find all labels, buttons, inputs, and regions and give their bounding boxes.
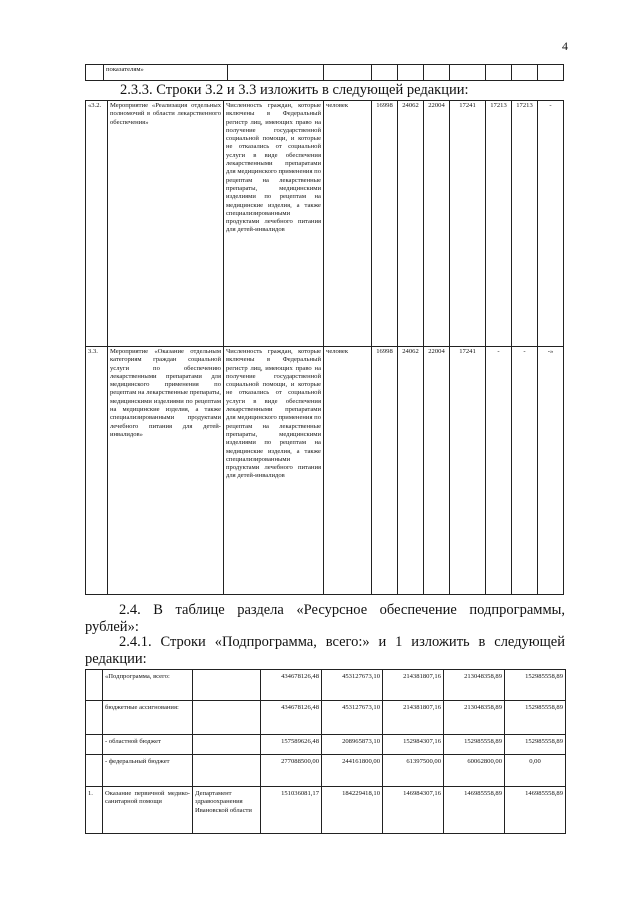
- row-name: бюджетные ассигнования:: [103, 701, 193, 735]
- paragraph-2-4: 2.4. В таблице раздела «Ресурсное обеспечение подпрограммы, рублей»:: [85, 602, 565, 635]
- table-cell: [450, 65, 486, 81]
- table-cell: [486, 65, 512, 81]
- table-row: [86, 347, 564, 595]
- amount-cell: 157589626,48: [261, 735, 322, 755]
- executor: [193, 755, 261, 787]
- amount-cell: 277088500,00: [261, 755, 322, 787]
- row-number: 1.: [86, 787, 103, 834]
- amount-cell: 60062800,00: [444, 755, 505, 787]
- row-name: - федеральный бюджет: [103, 755, 193, 787]
- activity-name: Мероприятие «Реализация отдельных полномочий в области лекарственного обеспечения»: [108, 101, 224, 347]
- amount-cell: 152984307,16: [383, 735, 444, 755]
- table-row: [86, 101, 564, 347]
- row-number: 3.3.: [86, 347, 108, 595]
- amount-cell: 453127673,10: [322, 701, 383, 735]
- amount-cell: 146985558,89: [444, 787, 505, 834]
- executor: [193, 701, 261, 735]
- value-cell: -: [486, 347, 512, 595]
- amount-cell: 208965873,10: [322, 735, 383, 755]
- table-cell: [228, 65, 324, 81]
- finance-table: [85, 669, 566, 834]
- indicator-name: Численность граждан, которые включены в Федеральный регистр лиц, имеющих право на получение государственной социальной помощи, и которые не отказались от социальной услуги в виде обеспечения лекарственными препаратами для медицинского применения по рецептам на лекарственные препараты, медицинскими изделиями по рецептам на медицинские изделия, а также специализированными продуктами лечебного питания для детей-инвалидов: [224, 101, 324, 347]
- amount-cell: 61397500,00: [383, 755, 444, 787]
- amount-cell: 152985558,89: [505, 701, 566, 735]
- unit: человек: [324, 347, 372, 595]
- amount-cell: 146984307,16: [383, 787, 444, 834]
- amount-cell: 184229418,10: [322, 787, 383, 834]
- value-cell: 24062: [398, 101, 424, 347]
- table-cell: [424, 65, 450, 81]
- value-cell: 17241: [450, 347, 486, 595]
- value-cell: 24062: [398, 347, 424, 595]
- executor: [193, 735, 261, 755]
- table-row: [86, 755, 566, 787]
- amount-cell: 213048358,89: [444, 670, 505, 701]
- value-cell: 22004: [424, 347, 450, 595]
- value-cell: 22004: [424, 101, 450, 347]
- table-cell: [538, 65, 564, 81]
- unit: человек: [324, 101, 372, 347]
- page-number: 4: [562, 39, 568, 53]
- row-name: - областной бюджет: [103, 735, 193, 755]
- amount-cell: 214381807,16: [383, 670, 444, 701]
- value-cell: 16998: [372, 101, 398, 347]
- row-number: «3.2.: [86, 101, 108, 347]
- amount-cell: 151036081,17: [261, 787, 322, 834]
- executor: Департамент здравоохранения Ивановской области: [193, 787, 261, 834]
- value-cell: -: [512, 347, 538, 595]
- row-number: [86, 701, 103, 735]
- indicator-name: Численность граждан, которые включены в Федеральный регистр лиц, имеющих право на получение государственной социальной помощи, и которые не отказались от социальной услуги в виде обеспечения лекарственными препаратами для медицинского применения по рецептам на лекарственные препараты, медицинскими изделиями по рецептам на медицинские изделия, а также специализированными продуктами лечебного питания для детей-инвалидов: [224, 347, 324, 595]
- table-cell: [324, 65, 372, 81]
- value-cell: 17213: [486, 101, 512, 347]
- amount-cell: 152985558,89: [505, 670, 566, 701]
- value-cell: 16998: [372, 347, 398, 595]
- amount-cell: 453127673,10: [322, 670, 383, 701]
- table-cell: показателям»: [104, 65, 228, 81]
- paragraph-2-4-1: 2.4.1. Строки «Подпрограмма, всего:» и 1 изложить в следующей редакции:: [85, 634, 565, 667]
- table-row: [86, 787, 566, 834]
- row-number: [86, 755, 103, 787]
- indicators-table: [85, 100, 564, 595]
- table-row: [86, 670, 566, 701]
- value-cell: 17241: [450, 101, 486, 347]
- amount-cell: 152985558,89: [505, 735, 566, 755]
- value-cell: -: [538, 101, 564, 347]
- executor: [193, 670, 261, 701]
- row-name: Оказание первичной медико-санитарной помощи: [103, 787, 193, 834]
- amount-cell: 244161800,00: [322, 755, 383, 787]
- top-fragment-table: [85, 64, 564, 81]
- amount-cell: 434678126,48: [261, 701, 322, 735]
- activity-name: Мероприятие «Оказание отдельным категориям граждан социальной услуги по обеспечению лекарственными препаратами для медицинского применения по рецептам на лекарственные препараты, медицинскими изделиями по рецептам на медицинские изделия, а также специализированными продуктами лечебного питания для детей-инвалидов»: [108, 347, 224, 595]
- row-name: «Подпрограмма, всего:: [103, 670, 193, 701]
- amount-cell: 214381807,16: [383, 701, 444, 735]
- table-cell: [372, 65, 398, 81]
- amount-cell: 152985558,89: [444, 735, 505, 755]
- table-row: [86, 701, 566, 735]
- amount-cell: 434678126,48: [261, 670, 322, 701]
- value-cell: 17213: [512, 101, 538, 347]
- table-cell: [398, 65, 424, 81]
- heading-2-3-3: 2.3.3. Строки 3.2 и 3.3 изложить в следующей редакции:: [120, 82, 469, 98]
- table-cell: [86, 65, 104, 81]
- amount-cell: 213048358,89: [444, 701, 505, 735]
- value-cell: -»: [538, 347, 564, 595]
- row-number: [86, 735, 103, 755]
- table-cell: [512, 65, 538, 81]
- amount-cell: 146985558,89: [505, 787, 566, 834]
- amount-cell: 0,00: [505, 755, 566, 787]
- row-number: [86, 670, 103, 701]
- table-row: [86, 735, 566, 755]
